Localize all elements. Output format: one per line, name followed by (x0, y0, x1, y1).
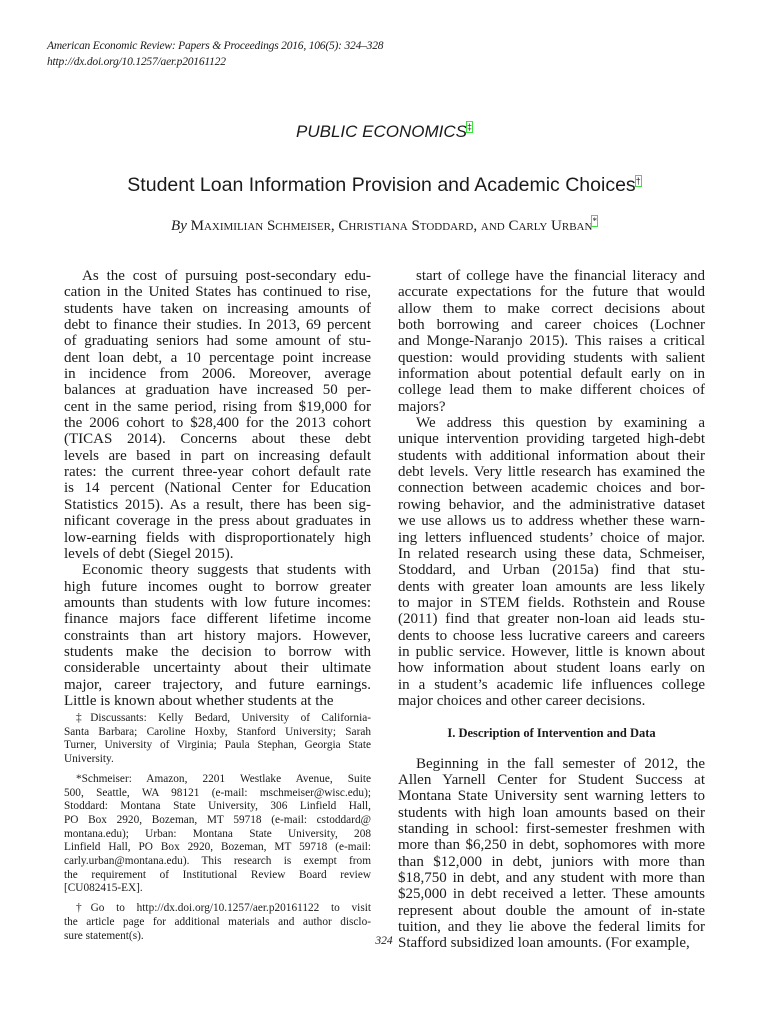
text-line: how information about student loans early on (398, 660, 705, 677)
text-line: the article page for additional materials and author disclo- (64, 915, 371, 928)
text-line: levels are based in part on increasing default (64, 447, 371, 464)
text-line: is 14 percent (National Center for Education (64, 480, 371, 497)
section-label (0, 122, 768, 142)
text-line: we use allows us to address whether these warn- (398, 513, 705, 530)
text-line: Beginning in the fall semester of 2012, the (416, 755, 705, 772)
text-line: Turner, University of Virginia; Paula Stephan, Georgia State (64, 739, 371, 752)
text-line: University. (64, 753, 114, 766)
footnote-link-article[interactable]: † (635, 175, 641, 186)
text-line: to major in STEM fields. Rothstein and Rouse (398, 594, 705, 611)
text-line: Stoddard: Montana State University, 306 Linfield Hall, (64, 800, 371, 813)
text-line: in public service. However, little is known about (398, 643, 705, 660)
text-line: standing in school: first-semester freshmen with (398, 821, 705, 837)
text-line: debt to finance their studies. In 2013, 69 percent (64, 317, 371, 334)
text-line: Stoddard, and Urban (2015a) find that stu- (398, 562, 705, 579)
text-line: cent in the same period, rising from $19,000 for (64, 398, 371, 415)
section-label-text: PUBLIC ECONOMICS (296, 122, 467, 141)
text-line: As the cost of pursuing post-secondary edu- (82, 268, 371, 284)
text-line: 500, Seattle, WA 98121 (e-mail: mschmeiser@wisc.edu); (64, 786, 371, 799)
text-line: rates: the current three-year cohort default rate (64, 464, 371, 481)
text-line: question: would providing students with salient (398, 349, 705, 366)
text-line: in a student’s academic life influences college (398, 676, 705, 693)
text-line: majors? (398, 398, 446, 415)
text-line: of graduating seniors had some amount of stu- (64, 333, 371, 350)
text-line: Little is known about whether students at the (64, 692, 334, 709)
text-line: and Monge-Naranjo 2015). This raises a critical (398, 333, 705, 350)
authors: Maximilian Schmeiser, Christiana Stoddard, and Carly Urban (190, 218, 593, 234)
text-line: accurate expectations for the future that would (398, 284, 705, 301)
text-line: dent loan debt, a 10 percentage point increase (64, 349, 371, 366)
text-line: †Go to http://dx.doi.org/10.1257/aer.p20161122 to visit (76, 902, 371, 915)
text-line: information about potential default early on in (398, 366, 705, 383)
paper-title-text: Student Loan Information Provision and Academic Choices (127, 174, 636, 196)
journal-citation: American Economic Review: Papers & Proceedings 2016, 106(5): 324–328 (47, 40, 384, 52)
text-line: Montana State University sent warning letters to (398, 788, 705, 805)
text-line: students with high loan amounts based on their (398, 804, 705, 821)
footnote-link-authors[interactable]: * (592, 216, 597, 226)
text-line: both borrowing and career choices (Lochner (398, 317, 705, 334)
paragraph (398, 756, 705, 952)
text-line: more than $6,250 in debt, sophomores with more (398, 837, 705, 854)
text-line: ‡Discussants: Kelly Bedard, University of California- (76, 712, 371, 724)
text-line: In related research using these data, Schmeiser, (398, 545, 705, 562)
text-line: We address this question by examining a (416, 415, 705, 432)
footnote-link-discussants[interactable]: ‡ (466, 122, 472, 133)
text-line: (2011) find that greater non-loan aid leads stu- (398, 611, 705, 628)
text-line: the requirement of Institutional Review Board review (64, 868, 371, 881)
text-line: low-earning fields with disproportionately high (64, 529, 371, 546)
byline-by: By (171, 218, 187, 234)
text-line: cation in the United States has continued to rise, (64, 284, 371, 301)
text-line: PO Box 2920, Bozeman, MT 59718 (e-mail: cstoddard@ (64, 813, 371, 826)
text-line: Statistics 2015). As a result, there has been sig- (64, 496, 371, 513)
footnote (64, 773, 371, 896)
byline (0, 218, 768, 235)
text-line: Stafford subsidized loan amounts. (For example, (398, 935, 690, 952)
text-line: Allen Yarnell Center for Student Success at (398, 771, 705, 788)
text-line: students make the decision to borrow with (64, 643, 371, 660)
text-line: amounts than students with low future incomes: (64, 594, 371, 611)
text-line: in incidence from 2006. Moreover, average (64, 366, 371, 383)
text-line: (TICAS 2014). Concerns about these debt (64, 431, 371, 448)
text-line: tuition, and they lie above the federal limits for (398, 919, 705, 936)
page-number: 324 (375, 935, 393, 947)
text-line: students with additional information about their (398, 447, 705, 464)
text-line: sure statement(s). (64, 929, 144, 942)
text-line: constraints than art history majors. However, (64, 627, 371, 644)
paragraph (398, 415, 705, 709)
text-line: major, career trajectory, and future earnings. (64, 676, 371, 693)
text-line: considerable uncertainty about their ultimate (64, 660, 371, 677)
text-line: high future incomes ought to borrow greater (64, 578, 371, 595)
text-line: connection between academic choices and bor- (398, 480, 705, 497)
text-line: students have taken on increasing amounts of (64, 300, 371, 317)
text-line: the 2006 cohort to $28,400 for the 2013 cohort (64, 415, 371, 432)
text-line: major choices and other career decisions. (398, 692, 646, 709)
footnotes (64, 712, 371, 943)
doi-link[interactable]: http://dx.doi.org/10.1257/aer.p20161122 (47, 56, 226, 68)
text-line: start of college have the financial literacy and (416, 268, 705, 284)
text-line: dents with greater loan amounts are less likely (398, 578, 705, 595)
running-header (47, 38, 383, 70)
text-line: college lead them to make different choices of (398, 382, 705, 399)
text-line: Linfield Hall, PO Box 2920, Bozeman, MT 59718 (e-mail: (64, 841, 371, 854)
paragraph (64, 268, 371, 562)
text-line: carly.urban@montana.edu). This research is exempt from (64, 855, 371, 868)
text-line: Economic theory suggests that students with (82, 562, 371, 579)
paragraph (398, 268, 705, 415)
text-line: debt levels. Very little research has examined the (398, 464, 705, 481)
section-heading: I. Description of Intervention and Data (447, 726, 656, 741)
text-line: than $12,000 in debt, juniors with more than (398, 853, 705, 870)
text-line: $25,000 in debt received a letter. These amounts (398, 886, 705, 903)
text-line: rowing behavior, and the administrative dataset (398, 496, 705, 513)
paragraph (64, 562, 371, 709)
footnote (64, 712, 371, 767)
text-line: unique intervention providing targeted high-debt (398, 431, 705, 448)
paper-title (0, 174, 768, 197)
text-line: montana.edu); Urban: Montana State University, 208 (64, 827, 371, 840)
text-line: levels of debt (Siegel 2015). (64, 545, 234, 562)
text-line: finance majors face different lifetime income (64, 611, 371, 628)
text-line: nificant coverage in the press about graduates in (64, 513, 371, 530)
text-line: represent about double the amount of in-state (398, 902, 705, 919)
text-line: Santa Barbara; Caroline Hoxby, Stanford University; Sarah (64, 725, 371, 738)
text-line: [CU082415-EX]. (64, 882, 143, 895)
text-line: dents to choose less lucrative careers and careers (398, 627, 705, 644)
text-line: allow them to make correct decisions about (398, 300, 705, 317)
text-line: ing letters influenced students’ choice of major. (398, 529, 705, 546)
right-column (398, 268, 705, 952)
text-line: $18,750 in debt, and any student with more than (398, 870, 705, 887)
text-line: balances at graduation have increased 50 per- (64, 382, 371, 399)
left-column (64, 268, 371, 709)
text-line: *Schmeiser: Amazon, 2201 Westlake Avenue, Suite (76, 772, 371, 785)
